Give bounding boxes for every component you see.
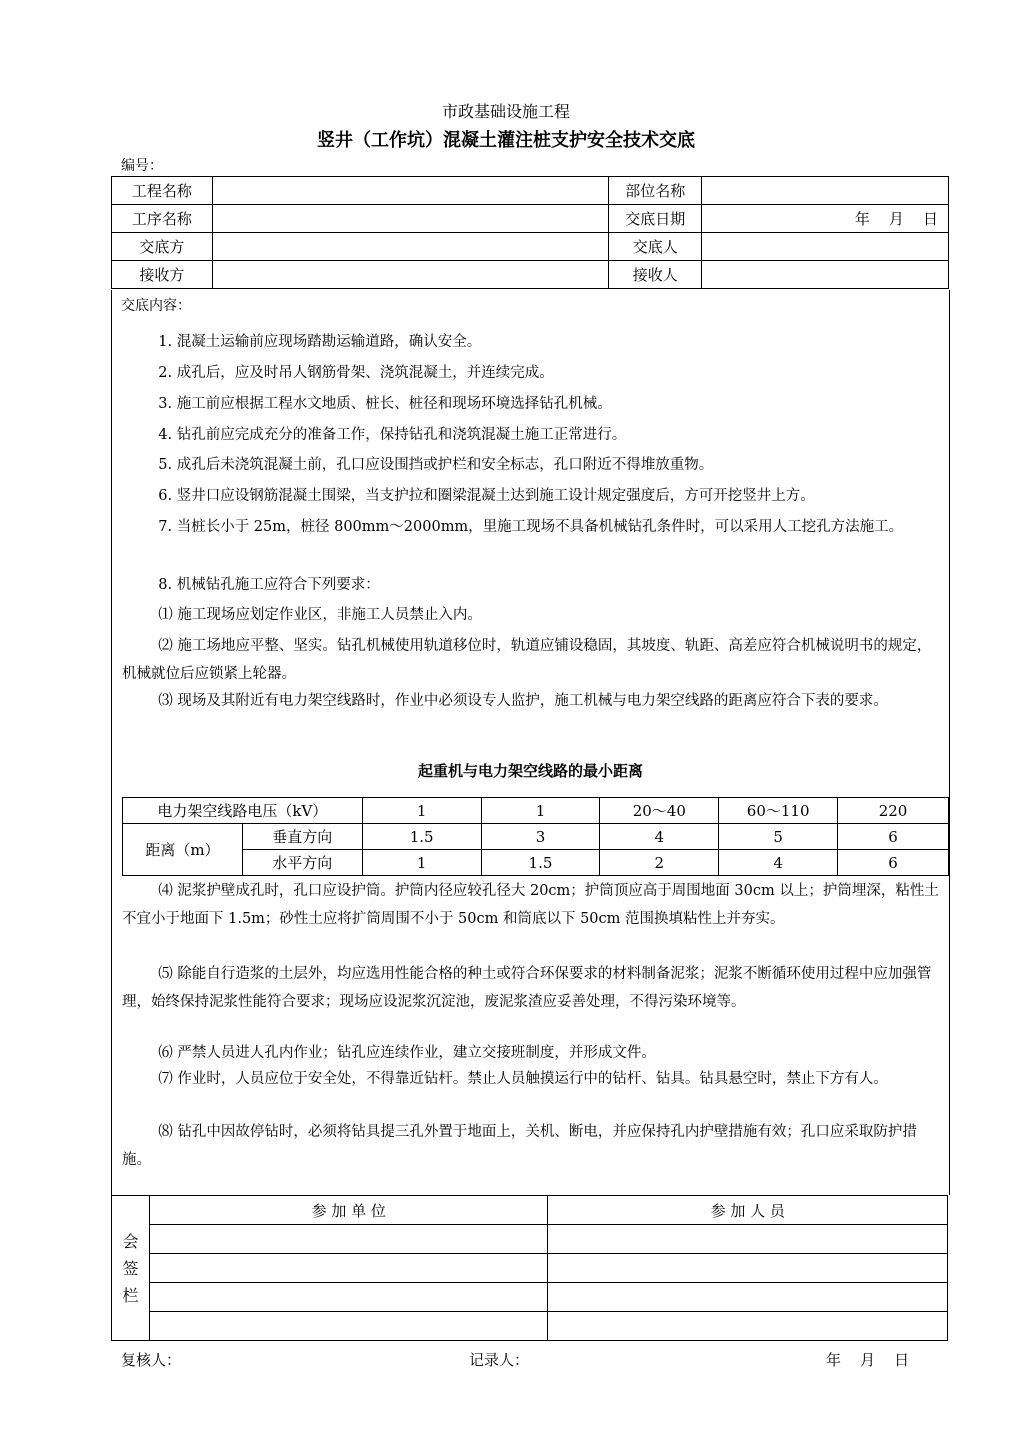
signoff-side-char: 签: [122, 1258, 139, 1278]
giver-person-label: 交底人: [609, 233, 702, 261]
content-item-8-8: ⑻ 钻孔中因故停钻时，必须将钻具提三孔外置于地面上，关机、断电，并应保持孔内护壁措施有效；孔口应采取防护措施。: [122, 1124, 917, 1168]
recorder-label: 记录人：: [469, 1351, 530, 1369]
project-name-label: 工程名称: [112, 177, 213, 205]
voltage-label: 电力架空线路电压（kV）: [123, 798, 363, 824]
horizontal-cell: 6: [838, 850, 949, 876]
unit-header: 参 加 单 位: [149, 1196, 548, 1225]
unit-field[interactable]: [149, 1225, 548, 1254]
receiver-person-label: 接收人: [609, 261, 702, 289]
content-item-6: 6. 竖井口应设钢筋混凝土围梁，当支护拉和圈梁混凝土达到施工设计规定强度后，方可开挖竖井上方。: [158, 488, 815, 504]
distance-table-title: 起重机与电力架空线路的最小距离: [417, 762, 643, 780]
vertical-cell: 3: [481, 824, 600, 850]
person-field[interactable]: [548, 1312, 948, 1341]
table-row: [112, 1254, 948, 1283]
content-item-1: 1. 混凝土运输前应现场踏勘运输道路，确认安全。: [158, 334, 482, 350]
table-row: [112, 1283, 948, 1312]
content-item-8-6: ⑹ 严禁人员进人孔内作业；钻孔应连续作业，建立交接班制度，并形成文件。: [158, 1045, 656, 1061]
person-field[interactable]: [548, 1254, 948, 1283]
voltage-cell: 220: [838, 798, 949, 824]
table-row: [123, 824, 949, 850]
content-item-8-3: ⑶ 现场及其附近有电力架空线路时，作业中必须设专人监护，施工机械与电力架空线路的距离应符合下表的要求。: [158, 693, 888, 709]
voltage-cell: 1: [481, 798, 600, 824]
document-code-label: 编号：: [121, 158, 163, 174]
vertical-cell: 5: [719, 824, 838, 850]
content-item-8-2: ⑵ 施工场地应平整、坚实。钻孔机械使用轨道移位时，轨道应铺设稳固，其坡度、轨距、高差应符合机械说明书的规定，机械就位后应锁紧上轮器。: [122, 638, 932, 682]
vertical-label: 垂直方向: [242, 824, 362, 850]
table-row: [112, 233, 949, 261]
giver-party-label: 交底方: [112, 233, 213, 261]
content-item-5: 5. 成孔后未浇筑混凝土前，孔口应设围挡或护栏和安全标志，孔口附近不得堆放重物。: [158, 457, 714, 473]
unit-field[interactable]: [149, 1283, 548, 1312]
receiver-party-label: 接收方: [112, 261, 213, 289]
date-label: 交底日期: [609, 205, 702, 233]
table-row: [112, 205, 949, 233]
content-item-8-7: ⑺ 作业时，人员应位于安全处，不得靠近钻杆。禁止人员触摸运行中的钻杆、钻具。钻具悬空时，禁止下方有人。: [158, 1071, 888, 1087]
signoff-side-char: 会: [122, 1231, 139, 1251]
signoff-side-char: 栏: [122, 1285, 139, 1305]
reviewer-label: 复核人：: [121, 1351, 182, 1369]
distance-label: 距离（m）: [123, 824, 243, 876]
giver-party-field[interactable]: [212, 233, 608, 261]
content-item-8-5: ⑸ 除能自行造浆的土层外，均应选用性能合格的种土或符合环保要求的材料制备泥浆；泥浆不断循环使用过程中应加强管理，始终保持泥浆性能符合要求；现场应设泥浆沉淀池，废泥浆渣应妥善处理，不得污染环境等。: [122, 966, 932, 1010]
content-item-7: 7. 当桩长小于 25m，桩径 800mm～2000mm，里施工现场不具备机械钻孔条件时，可以采用人工挖孔方法施工。: [158, 519, 904, 535]
process-name-field[interactable]: [212, 205, 608, 233]
content-item-8-1: ⑴ 施工现场应划定作业区，非施工人员禁止入内。: [158, 607, 482, 623]
content-item-4: 4. 钻孔前应完成充分的准备工作，保持钻孔和浇筑混凝土施工正常进行。: [158, 427, 627, 443]
signoff-side-label: [112, 1196, 150, 1341]
horizontal-label: 水平方向: [242, 850, 362, 876]
document-subtitle: 市政基础设施工程: [441, 102, 570, 121]
horizontal-cell: 1: [362, 850, 481, 876]
person-header: 参 加 人 员: [548, 1196, 948, 1225]
info-table: [111, 176, 949, 289]
unit-field[interactable]: [149, 1312, 548, 1341]
project-name-field[interactable]: [212, 177, 608, 205]
part-name-field[interactable]: [702, 177, 949, 205]
content-item-2: 2. 成孔后，应及时吊人钢筋骨架、浇筑混凝土，并连续完成。: [158, 365, 554, 381]
content-item-3: 3. 施工前应根据工程水文地质、桩长、桩径和现场环境选择钻孔机械。: [158, 396, 612, 412]
content-item-8: 8. 机械钻孔施工应符合下列要求：: [158, 577, 380, 593]
vertical-cell: 4: [600, 824, 719, 850]
vertical-cell: 1.5: [362, 824, 481, 850]
table-row: [112, 177, 949, 205]
voltage-cell: 20～40: [600, 798, 719, 824]
voltage-cell: 60～110: [719, 798, 838, 824]
date-field[interactable]: 年 月 日: [702, 205, 949, 233]
part-name-label: 部位名称: [609, 177, 702, 205]
table-row: [112, 1312, 948, 1341]
unit-field[interactable]: [149, 1254, 548, 1283]
horizontal-cell: 4: [719, 850, 838, 876]
horizontal-cell: 1.5: [481, 850, 600, 876]
content-section: [111, 290, 950, 1195]
table-row: [123, 850, 949, 876]
content-label: 交底内容：: [121, 298, 191, 314]
footer-date: 年 月 日: [826, 1351, 910, 1369]
table-row: [112, 1196, 948, 1225]
distance-table: [122, 797, 949, 876]
vertical-cell: 6: [838, 824, 949, 850]
table-row: [123, 798, 949, 824]
person-field[interactable]: [548, 1225, 948, 1254]
receiver-party-field[interactable]: [212, 261, 608, 289]
signoff-table: [111, 1195, 948, 1341]
receiver-person-field[interactable]: [702, 261, 949, 289]
horizontal-cell: 2: [600, 850, 719, 876]
person-field[interactable]: [548, 1283, 948, 1312]
table-row: [112, 1225, 948, 1254]
table-row: [112, 261, 949, 289]
content-item-8-4: ⑷ 泥浆护壁成孔时，孔口应设护筒。护筒内径应较孔径大 20cm；护筒顶应高于周围地面 30cm 以上；护筒埋深，粘性土不宜小于地面下 1.5m；砂性土应将扩筒周围不小于 50cm 和筒底以下 50cm 范围换填粘性上并夯实。: [122, 883, 939, 927]
document-title: 竖井（工作坑）混凝土灌注桩支护安全技术交底: [317, 130, 695, 151]
giver-person-field[interactable]: [702, 233, 949, 261]
process-name-label: 工序名称: [112, 205, 213, 233]
voltage-cell: 1: [362, 798, 481, 824]
